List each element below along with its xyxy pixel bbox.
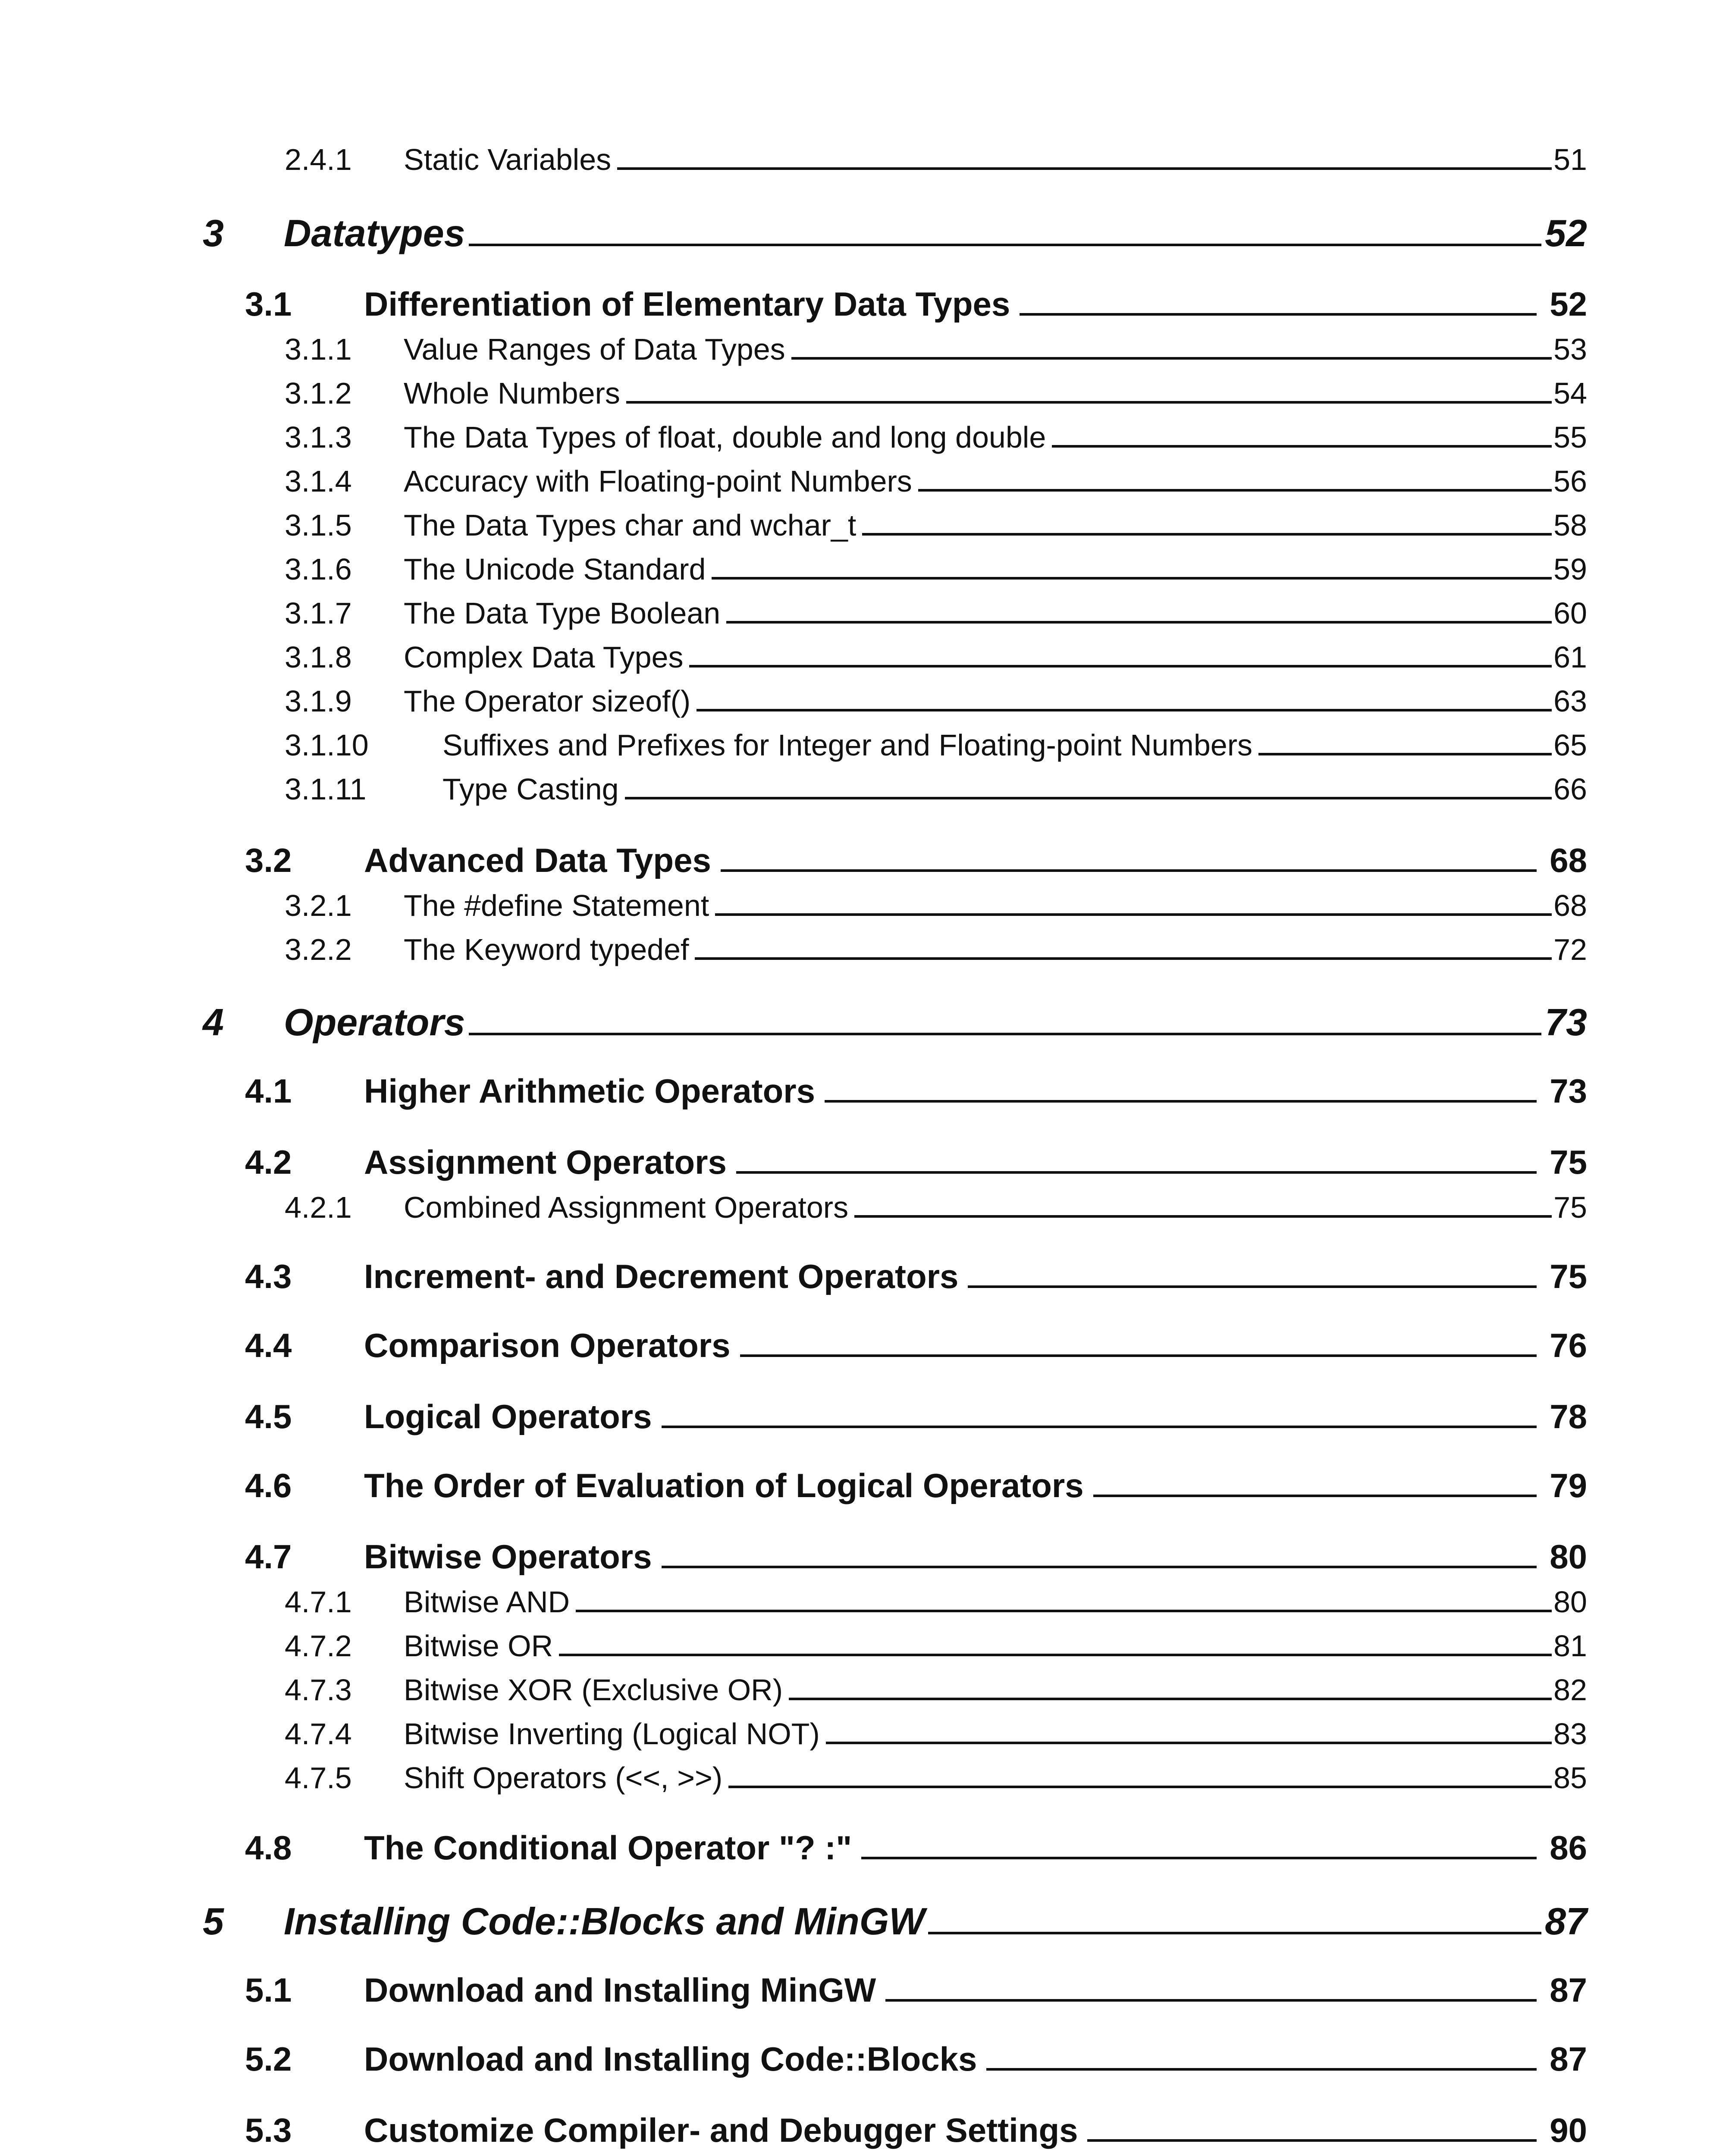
toc-entry-page-number: 87 [1550, 2040, 1587, 2078]
toc-entry-title: Complex Data Types [404, 640, 684, 674]
toc-entry-number: 5 [203, 1900, 224, 1943]
toc-entry-title: Bitwise AND [404, 1585, 570, 1619]
toc-leader-line [1093, 1495, 1537, 1497]
toc-leader-line [576, 1610, 1552, 1612]
toc-entry[interactable] [285, 142, 1587, 177]
toc-entry-title: Accuracy with Floating-point Numbers [404, 464, 912, 498]
toc-leader-line [885, 1999, 1537, 2002]
toc-entry[interactable] [285, 1629, 1587, 1663]
toc-entry-page-number: 90 [1550, 2111, 1587, 2149]
toc-leader-line [625, 797, 1552, 799]
toc-leader-line [826, 1742, 1552, 1744]
toc-entry-number: 4.7.1 [285, 1585, 352, 1619]
toc-entry-number: 4.6 [245, 1467, 292, 1504]
toc-entry-title: Value Ranges of Data Types [404, 332, 785, 366]
toc-entry-title: Comparison Operators [364, 1326, 731, 1364]
toc-leader-line [469, 244, 1541, 246]
toc-leader-line [712, 577, 1552, 580]
toc-entry-page-number: 52 [1550, 285, 1587, 323]
toc-entry-title: Whole Numbers [404, 376, 620, 410]
toc-entry-page-number: 65 [1553, 728, 1587, 762]
toc-entry-page-number: 63 [1553, 684, 1587, 718]
toc-entry-title: Bitwise OR [404, 1629, 553, 1663]
toc-entry[interactable] [245, 1072, 1587, 1111]
toc-entry-title: Type Casting [442, 772, 619, 806]
toc-leader-line [928, 1932, 1541, 1934]
toc-leader-line [662, 1426, 1537, 1428]
toc-entry[interactable] [245, 285, 1587, 324]
toc-entry-page-number: 53 [1553, 332, 1587, 366]
toc-entry[interactable] [285, 464, 1587, 498]
toc-leader-line [986, 2068, 1537, 2071]
toc-entry-title: Operators [284, 1001, 465, 1044]
toc-entry-title: Shift Operators (<<, >>) [404, 1761, 723, 1795]
toc-entry-page-number: 86 [1550, 1829, 1587, 1867]
toc-entry[interactable] [285, 596, 1587, 630]
toc-entry-page-number: 54 [1553, 376, 1587, 410]
toc-entry-title: Static Variables [404, 143, 612, 176]
toc-leader-line [791, 357, 1552, 360]
toc-entry[interactable] [245, 1397, 1587, 1436]
toc-entry-number: 5.3 [245, 2111, 292, 2149]
toc-leader-line [968, 1285, 1537, 1288]
toc-leader-line [695, 957, 1552, 960]
toc-entry-page-number: 75 [1550, 1257, 1587, 1295]
toc-entry-number: 4.7.2 [285, 1629, 352, 1663]
toc-leader-line [825, 1100, 1537, 1103]
toc-entry[interactable] [285, 1585, 1587, 1619]
toc-entry-page-number: 85 [1553, 1761, 1587, 1795]
toc-leader-line [626, 401, 1552, 404]
toc-leader-line [559, 1654, 1552, 1656]
toc-entry-title: The Data Types char and wchar_t [404, 508, 857, 542]
toc-entry-page-number: 56 [1553, 464, 1587, 498]
toc-entry-page-number: 82 [1553, 1673, 1587, 1707]
toc-entry-number: 3.1.8 [285, 640, 352, 674]
toc-entry-page-number: 79 [1550, 1467, 1587, 1504]
toc-entry-title: Suffixes and Prefixes for Integer and Floating-point Numbers [442, 728, 1253, 762]
toc-entry-title: The Operator sizeof() [404, 684, 691, 718]
toc-entry-title: Bitwise Operators [364, 1538, 652, 1576]
toc-entry-page-number: 80 [1553, 1585, 1587, 1619]
toc-entry-page-number: 72 [1553, 933, 1587, 966]
toc-entry-page-number: 87 [1545, 1900, 1587, 1943]
toc-entry-title: Increment- and Decrement Operators [364, 1257, 959, 1295]
toc-leader-line [1020, 313, 1537, 316]
toc-entry-number: 4 [203, 1001, 224, 1044]
toc-entry-number: 4.7.4 [285, 1717, 352, 1751]
toc-entry-page-number: 80 [1550, 1538, 1587, 1576]
toc-leader-line [1052, 445, 1552, 448]
toc-entry-number: 5.1 [245, 1971, 292, 2009]
toc-entry[interactable] [245, 1466, 1587, 1505]
toc-entry-number: 4.5 [245, 1398, 292, 1435]
toc-entry-page-number: 59 [1553, 552, 1587, 586]
toc-leader-line [726, 621, 1552, 624]
toc-entry-title: The Data Type Boolean [404, 596, 721, 630]
toc-entry-number: 3.1.9 [285, 684, 352, 718]
toc-entry-number: 3.2.2 [285, 933, 352, 966]
toc-entry-number: 3 [203, 212, 224, 254]
toc-entry-title: The Order of Evaluation of Logical Operators [364, 1467, 1084, 1504]
toc-entry-number: 4.7.3 [285, 1673, 352, 1707]
toc-entry-title: The Conditional Operator "? :" [364, 1829, 852, 1867]
toc-entry[interactable] [245, 1828, 1587, 1868]
toc-entry-page-number: 66 [1553, 772, 1587, 806]
toc-entry-page-number: 52 [1545, 212, 1587, 254]
toc-entry-page-number: 83 [1553, 1717, 1587, 1751]
toc-entry-number: 3.1.3 [285, 420, 352, 454]
toc-leader-line [854, 1215, 1552, 1218]
toc-entry-number: 3.1.2 [285, 376, 352, 410]
toc-entry-page-number: 68 [1550, 841, 1587, 879]
toc-entry[interactable] [285, 420, 1587, 454]
toc-leader-line [728, 1786, 1552, 1788]
toc-entry[interactable] [245, 1537, 1587, 1576]
toc-entry[interactable] [285, 1673, 1587, 1707]
toc-entry-number: 4.3 [245, 1257, 292, 1295]
toc-entry-title: Assignment Operators [364, 1143, 727, 1181]
toc-entry-title: Download and Installing Code::Blocks [364, 2040, 977, 2078]
toc-entry-number: 3.1.4 [285, 464, 352, 498]
toc-leader-line [740, 1354, 1537, 1357]
toc-entry-page-number: 75 [1550, 1143, 1587, 1181]
toc-entry[interactable] [245, 1326, 1587, 1365]
toc-entry-title: The #define Statement [404, 889, 709, 922]
toc-leader-line [697, 709, 1552, 711]
toc-entry[interactable] [203, 211, 1587, 255]
toc-entry-title: Higher Arithmetic Operators [364, 1072, 815, 1110]
toc-entry[interactable] [285, 1190, 1587, 1225]
toc-entry-page-number: 78 [1550, 1398, 1587, 1435]
toc-entry[interactable] [285, 772, 1587, 806]
toc-entry-page-number: 87 [1550, 1971, 1587, 2009]
toc-entry-page-number: 73 [1550, 1072, 1587, 1110]
toc-entry-number: 3.1 [245, 285, 292, 323]
toc-entry-number: 2.4.1 [285, 143, 352, 176]
toc-entry-page-number: 58 [1553, 508, 1587, 542]
toc-entry[interactable] [245, 2111, 1587, 2150]
toc-entry-page-number: 75 [1553, 1191, 1587, 1224]
toc-entry-page-number: 81 [1553, 1629, 1587, 1663]
toc-entry-title: Advanced Data Types [364, 841, 711, 879]
toc-entry[interactable] [285, 684, 1587, 718]
toc-leader-line [861, 1857, 1537, 1859]
toc-leader-line [736, 1171, 1537, 1174]
toc-entry-title: The Unicode Standard [404, 552, 706, 586]
toc-entry-number: 3.1.1 [285, 332, 352, 366]
toc-entry[interactable] [285, 1761, 1587, 1795]
toc-entry[interactable] [285, 932, 1587, 967]
toc-entry-number: 4.2 [245, 1143, 292, 1181]
toc-leader-line [689, 665, 1552, 667]
toc-entry[interactable] [285, 640, 1587, 674]
toc-entry[interactable] [285, 508, 1587, 542]
toc-entry-number: 3.2 [245, 841, 292, 879]
toc-entry[interactable] [245, 1971, 1587, 2010]
toc-leader-line [918, 489, 1552, 492]
toc-entry-title: Bitwise Inverting (Logical NOT) [404, 1717, 820, 1751]
toc-leader-line [715, 913, 1552, 916]
toc-leader-line [617, 167, 1552, 170]
toc-leader-line [469, 1033, 1542, 1035]
toc-entry[interactable] [245, 1143, 1587, 1182]
toc-entry-number: 3.2.1 [285, 889, 352, 922]
toc-leader-line [1258, 753, 1552, 755]
toc-entry[interactable] [203, 1000, 1587, 1044]
toc-entry-page-number: 73 [1545, 1001, 1587, 1044]
toc-entry[interactable] [285, 552, 1587, 586]
toc-entry-title: Customize Compiler- and Debugger Settings [364, 2111, 1078, 2149]
toc-entry-number: 4.2.1 [285, 1191, 352, 1224]
toc-entry-title: The Data Types of float, double and long double [404, 420, 1046, 454]
toc-entry-number: 3.1.10 [285, 728, 369, 762]
toc-entry-number: 3.1.5 [285, 508, 352, 542]
toc-entry-number: 4.1 [245, 1072, 292, 1110]
toc-entry-page-number: 60 [1553, 596, 1587, 630]
toc-entry[interactable] [285, 332, 1587, 367]
toc-entry-page-number: 61 [1553, 640, 1587, 674]
toc-entry[interactable] [285, 376, 1587, 411]
toc-entry-title: The Keyword typedef [404, 933, 689, 966]
toc-entry-number: 4.7.5 [285, 1761, 352, 1795]
toc-entry-number: 3.1.6 [285, 552, 352, 586]
toc-entry-number: 4.7 [245, 1538, 292, 1576]
toc-entry-page-number: 68 [1553, 889, 1587, 922]
toc-entry-number: 3.1.11 [285, 772, 367, 806]
toc-entry-number: 4.4 [245, 1326, 292, 1364]
toc-entry[interactable] [203, 1899, 1587, 1943]
toc-leader-line [1087, 2139, 1537, 2142]
toc-entry-page-number: 55 [1553, 420, 1587, 454]
toc-entry[interactable] [245, 1257, 1587, 1296]
toc-entry-title: Combined Assignment Operators [404, 1191, 849, 1224]
toc-leader-line [662, 1566, 1537, 1568]
toc-leader-line [721, 869, 1537, 872]
toc-entry[interactable] [245, 841, 1587, 880]
toc-entry-title: Datatypes [284, 212, 465, 254]
toc-entry-title: Differentiation of Elementary Data Types [364, 285, 1010, 323]
toc-entry-title: Installing Code::Blocks and MinGW [284, 1900, 925, 1943]
toc-leader-line [789, 1698, 1552, 1700]
toc-entry-page-number: 51 [1553, 143, 1587, 176]
toc-entry[interactable] [285, 1717, 1587, 1751]
toc-entry-number: 5.2 [245, 2040, 292, 2078]
toc-entry-title: Download and Installing MinGW [364, 1971, 876, 2009]
toc-entry[interactable] [245, 2040, 1587, 2079]
toc-entry-page-number: 76 [1550, 1326, 1587, 1364]
toc-leader-line [862, 533, 1552, 536]
toc-entry-title: Bitwise XOR (Exclusive OR) [404, 1673, 783, 1707]
toc-entry[interactable] [285, 728, 1587, 762]
toc-entry-number: 3.1.7 [285, 596, 352, 630]
toc-entry[interactable] [285, 888, 1587, 923]
toc-entry-title: Logical Operators [364, 1398, 652, 1435]
toc-entry-number: 4.8 [245, 1829, 292, 1867]
